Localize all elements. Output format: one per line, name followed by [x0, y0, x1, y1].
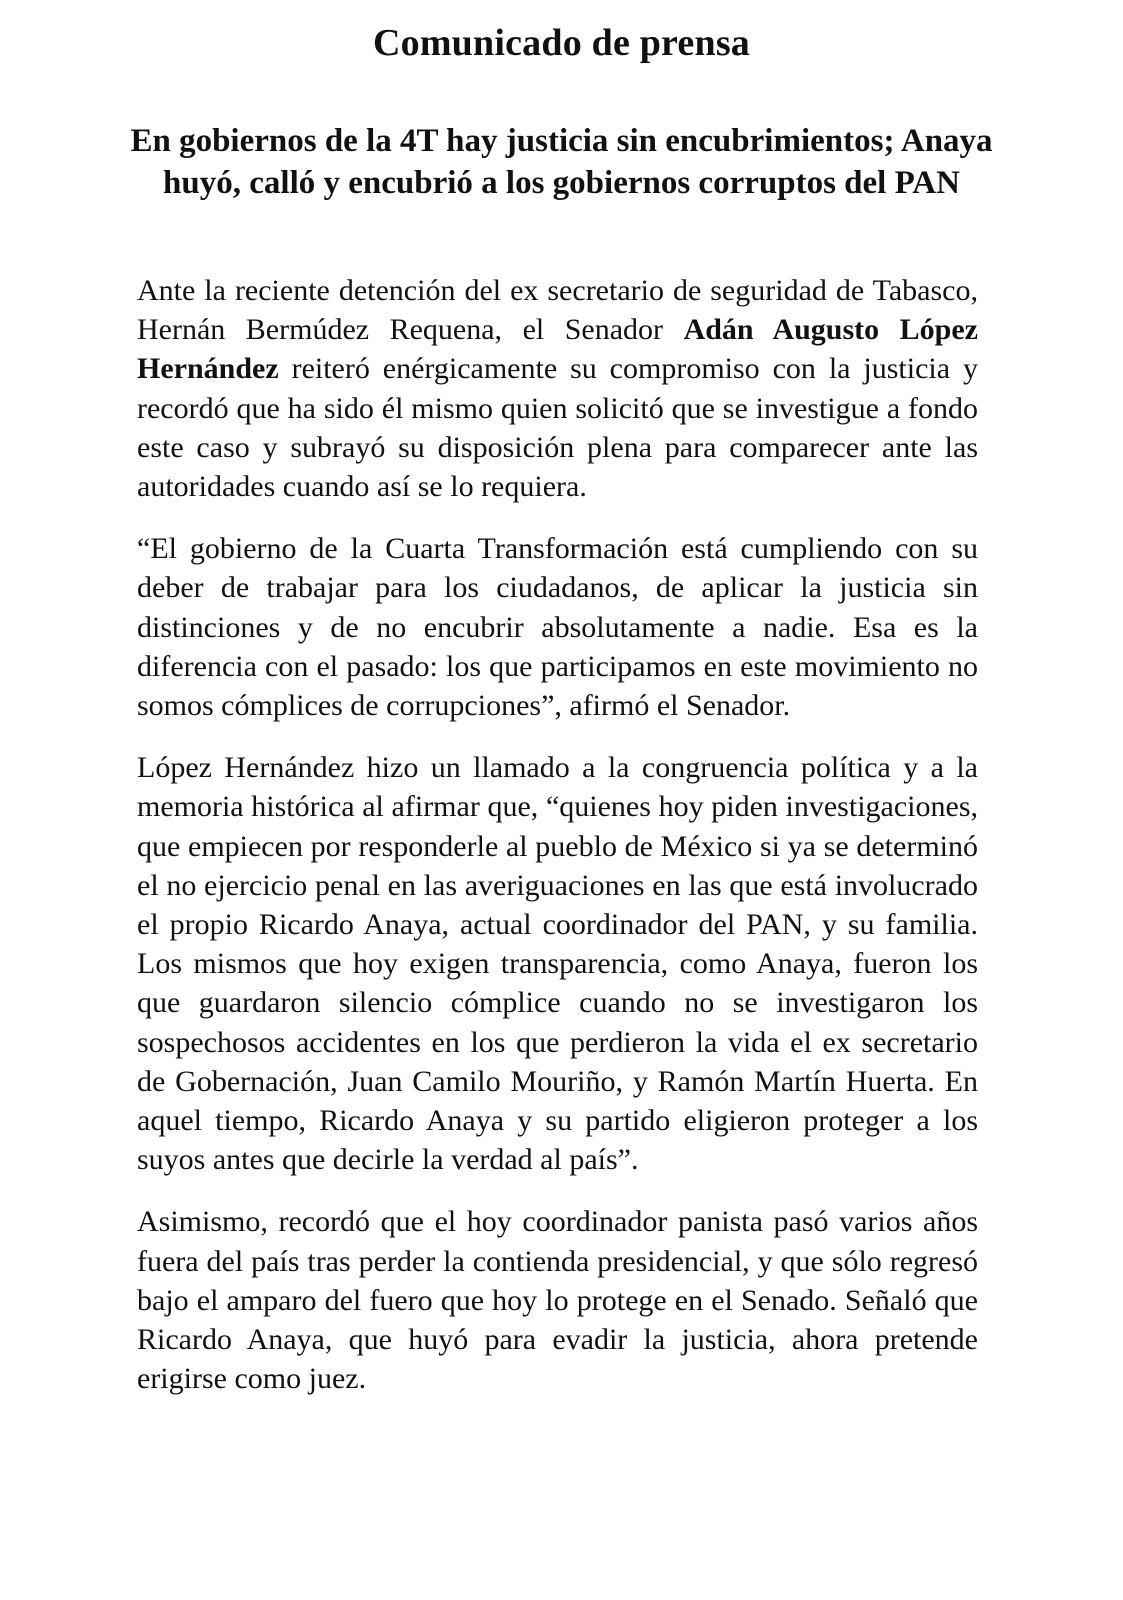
paragraph-3: López Hernández hizo un llamado a la congruencia política y a la memoria histórica al afirmar que, “quienes hoy piden investigaciones, que empiecen por responderle al pueblo de México si ya se determinó el no ejercicio penal en las averiguaciones en las que está involucrado el propio Ricardo Anaya, actual coordinador del PAN, y su familia. Los mismos que hoy exigen transparencia, como Anaya, fueron los que guardaron silencio cómplice cuando no se investigaron los sospechosos accidentes en los que perdieron la vida el ex secretario de Gobernación, Juan Camilo Mouriño, y Ramón Martín Huerta. En aquel tiempo, Ricardo Anaya y su partido eligieron proteger a los suyos antes que decirle la verdad al país”.: [137, 751, 978, 1177]
press-release-headline: En gobiernos de la 4T hay justicia sin encubrimientos; Anaya huyó, calló y encubrió a los gobiernos corruptos del PAN: [130, 123, 993, 201]
paragraph-1: [137, 271, 978, 506]
paragraph-1-rest: reiteró enérgicamente su compromiso con la justicia y recordó que ha sido él mismo quien solicitó que se investigue a fondo este caso y subrayó su disposición plena para comparecer ante las autoridades cuando así se lo requiera.: [137, 352, 978, 504]
paragraph-4: Asimismo, recordó que el hoy coordinador panista pasó varios años fuera del país tras perder la contienda presidencial, y que sólo regresó bajo el amparo del fuero que hoy lo protege en el Senado. Señaló que Ricardo Anaya, que huyó para evadir la justicia, ahora pretende erigirse como juez.: [137, 1205, 978, 1396]
paragraph-2-quote: “El gobierno de la Cuarta Transformación está cumpliendo con su deber de trabajar para los ciudadanos, de aplicar la justicia sin distinciones y de no encubrir absolutamente a nadie. Esa es la diferencia con el pasado: los que participamos en este movimiento no somos cómplices de corrupciones”, afirmó el Senador.: [137, 532, 978, 723]
paragraph-1-intro: Ante la reciente detención del ex secretario de seguridad de Tabasco, Hernán Bermúdez Requena, el Senador: [137, 274, 978, 347]
senator-name: Adán Augusto López Hernández: [137, 313, 978, 386]
document-title: Comunicado de prensa: [372, 22, 751, 64]
press-release-body: [137, 271, 978, 1418]
